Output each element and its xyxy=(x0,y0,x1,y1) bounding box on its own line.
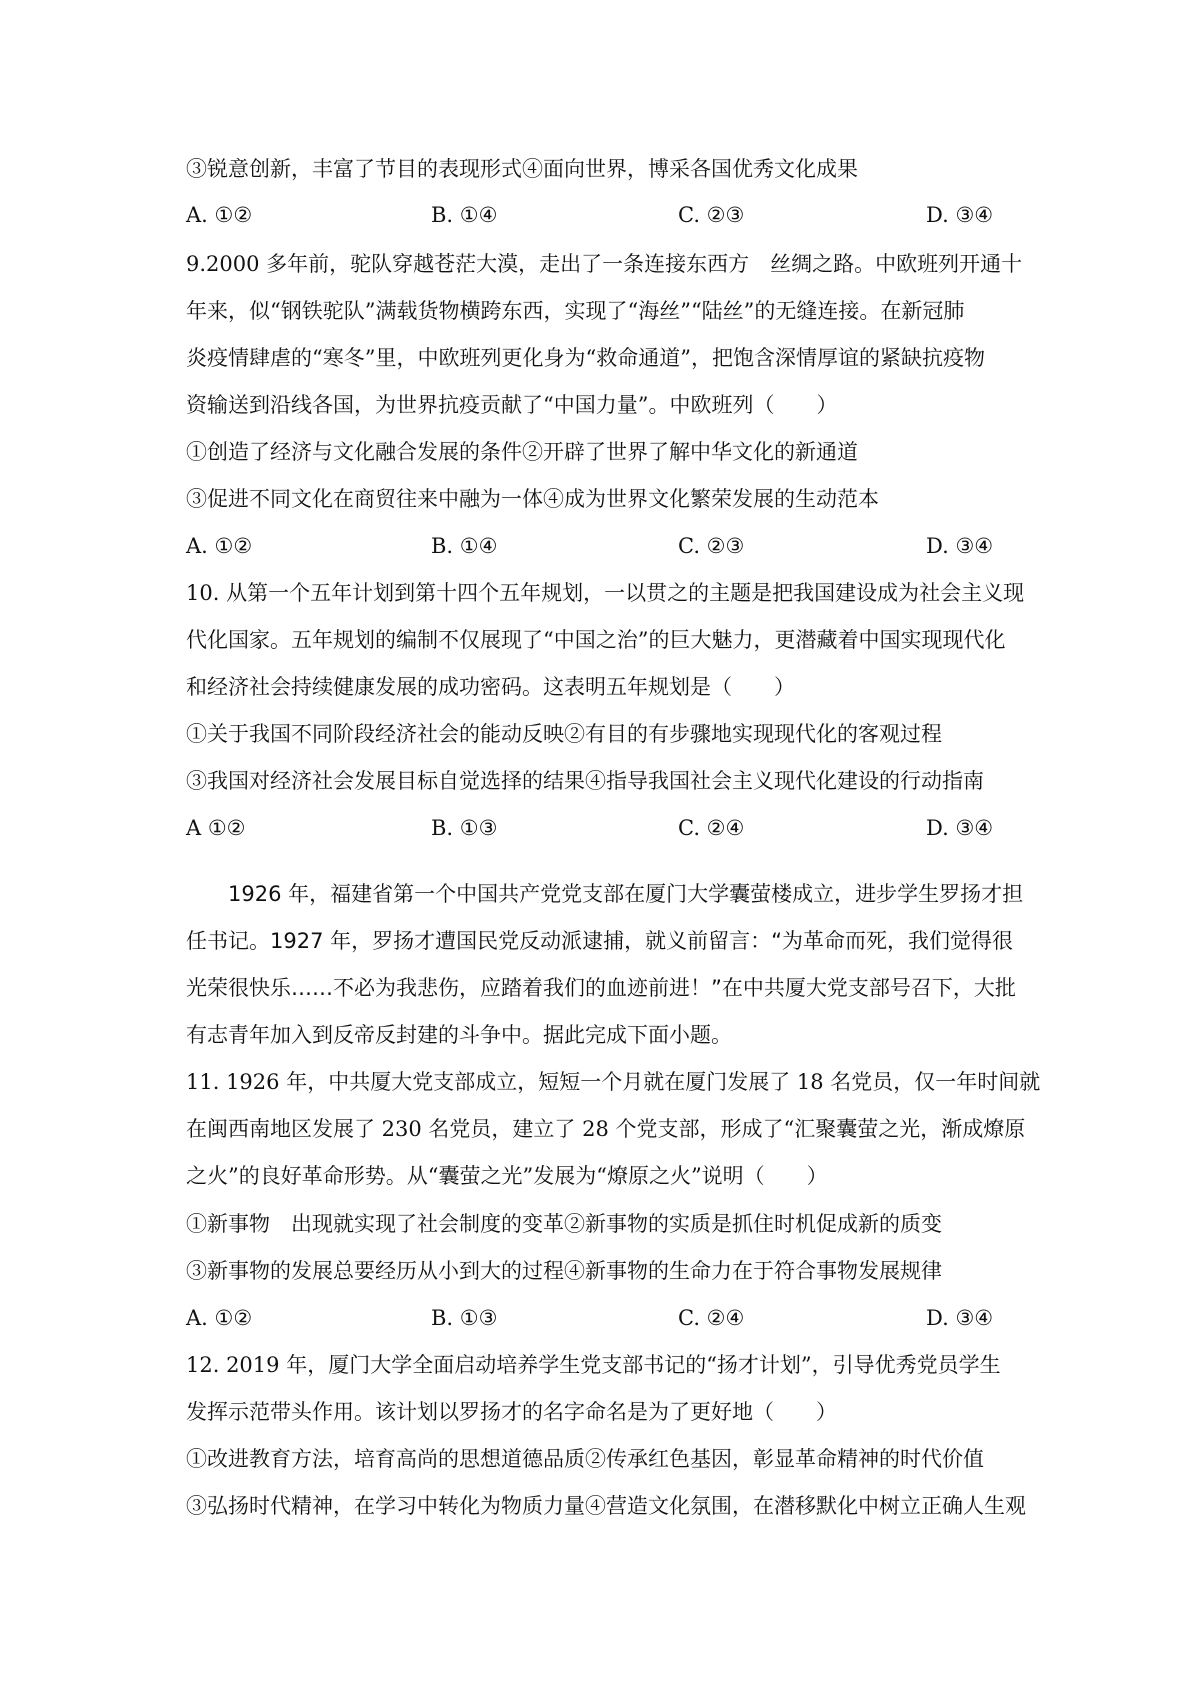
question-9-line: 9.2000 多年前，驼队穿越苍茫大漠，走出了一条连接东西方 丝绸之路。中欧班列开通十 xyxy=(186,252,1023,276)
material-line: 1926 年，福建省第一个中国共产党党支部在厦门大学囊萤楼成立，进步学生罗扬才担 xyxy=(186,882,1024,906)
choice-b[interactable]: B. ①③ xyxy=(431,1306,498,1330)
choice-b[interactable]: B. ①③ xyxy=(431,816,498,840)
question-11-option-line: ③新事物的发展总要经历从小到大的过程④新事物的生命力在于符合事物发展规律 xyxy=(186,1259,942,1283)
choice-a[interactable]: A ①② xyxy=(186,816,246,840)
question-10-option-line: ①关于我国不同阶段经济社会的能动反映②有目的有步骤地实现现代化的客观过程 xyxy=(186,722,942,746)
choice-d[interactable]: D. ③④ xyxy=(926,816,994,840)
material-line: 光荣很快乐……不必为我悲伤，应踏着我们的血迹前进！”在中共厦大党支部号召下，大批 xyxy=(186,976,1016,1000)
question-9-line: 资输送到沿线各国，为世界抗疫贡献了“中国力量”。中欧班列（ ） xyxy=(186,393,838,417)
option-line: ③锐意创新，丰富了节目的表现形式④面向世界，博采各国优秀文化成果 xyxy=(186,157,858,181)
question-12-option-line: ③弘扬时代精神，在学习中转化为物质力量④营造文化氛围，在潜移默化中树立正确人生观 xyxy=(186,1494,1026,1518)
material-line: 任书记。1927 年，罗扬才遭国民党反动派逮捕，就义前留言：“为革命而死，我们觉得很 xyxy=(186,929,1013,953)
material-line: 有志青年加入到反帝反封建的斗争中。据此完成下面小题。 xyxy=(186,1023,732,1047)
choice-a[interactable]: A. ①② xyxy=(186,534,253,558)
choice-a[interactable]: A. ①② xyxy=(186,203,253,227)
question-9-option-line: ③促进不同文化在商贸往来中融为一体④成为世界文化繁荣发展的生动范本 xyxy=(186,487,879,511)
choice-c[interactable]: C. ②③ xyxy=(678,203,745,227)
question-9-line: 年来，似“钢铁驼队”满载货物横跨东西，实现了“海丝”“陆丝”的无缝连接。在新冠肺 xyxy=(186,299,965,323)
choice-d[interactable]: D. ③④ xyxy=(926,534,994,558)
choice-row xyxy=(186,1303,1026,1333)
choice-c[interactable]: C. ②④ xyxy=(678,1306,745,1330)
question-12-line: 12. 2019 年，厦门大学全面启动培养学生党支部书记的“扬才计划”，引导优秀党员学生 xyxy=(186,1353,1001,1377)
question-10-option-line: ③我国对经济社会发展目标自觉选择的结果④指导我国社会主义现代化建设的行动指南 xyxy=(186,769,984,793)
question-10-line: 和经济社会持续健康发展的成功密码。这表明五年规划是（ ） xyxy=(186,675,795,699)
question-11-line: 之火”的良好革命形势。从“囊萤之光”发展为“燎原之火”说明（ ） xyxy=(186,1164,828,1188)
choice-c[interactable]: C. ②③ xyxy=(678,534,745,558)
question-9-option-line: ①创造了经济与文化融合发展的条件②开辟了世界了解中华文化的新通道 xyxy=(186,440,858,464)
choice-b[interactable]: B. ①④ xyxy=(431,203,498,227)
choice-c[interactable]: C. ②④ xyxy=(678,816,745,840)
question-11-option-line: ①新事物 出现就实现了社会制度的变革②新事物的实质是抓住时机促成新的质变 xyxy=(186,1212,942,1236)
choice-d[interactable]: D. ③④ xyxy=(926,1306,994,1330)
question-10-line: 10. 从第一个五年计划到第十四个五年规划，一以贯之的主题是把我国建设成为社会主义现 xyxy=(186,581,1025,605)
question-11-line: 11. 1926 年，中共厦大党支部成立，短短一个月就在厦门发展了 18 名党员，仅一年时间就 xyxy=(186,1070,1041,1094)
question-12-line: 发挥示范带头作用。该计划以罗扬才的名字命名是为了更好地（ ） xyxy=(186,1400,837,1424)
question-9-line: 炎疫情肆虐的“寒冬”里，中欧班列更化身为“救命通道”，把饱含深情厚谊的紧缺抗疫物 xyxy=(186,346,985,370)
choice-d[interactable]: D. ③④ xyxy=(926,203,994,227)
choice-a[interactable]: A. ①② xyxy=(186,1306,253,1330)
question-11-line: 在闽西南地区发展了 230 名党员，建立了 28 个党支部，形成了“汇聚囊萤之光，渐成燎原 xyxy=(186,1117,1026,1141)
question-10-line: 代化国家。五年规划的编制不仅展现了“中国之治”的巨大魅力，更潜藏着中国实现现代化 xyxy=(186,628,1006,652)
question-12-option-line: ①改进教育方法，培育高尚的思想道德品质②传承红色基因，彰显革命精神的时代价值 xyxy=(186,1447,984,1471)
choice-row xyxy=(186,200,1026,230)
choice-row xyxy=(186,531,1026,561)
choice-b[interactable]: B. ①④ xyxy=(431,534,498,558)
choice-row xyxy=(186,813,1026,843)
